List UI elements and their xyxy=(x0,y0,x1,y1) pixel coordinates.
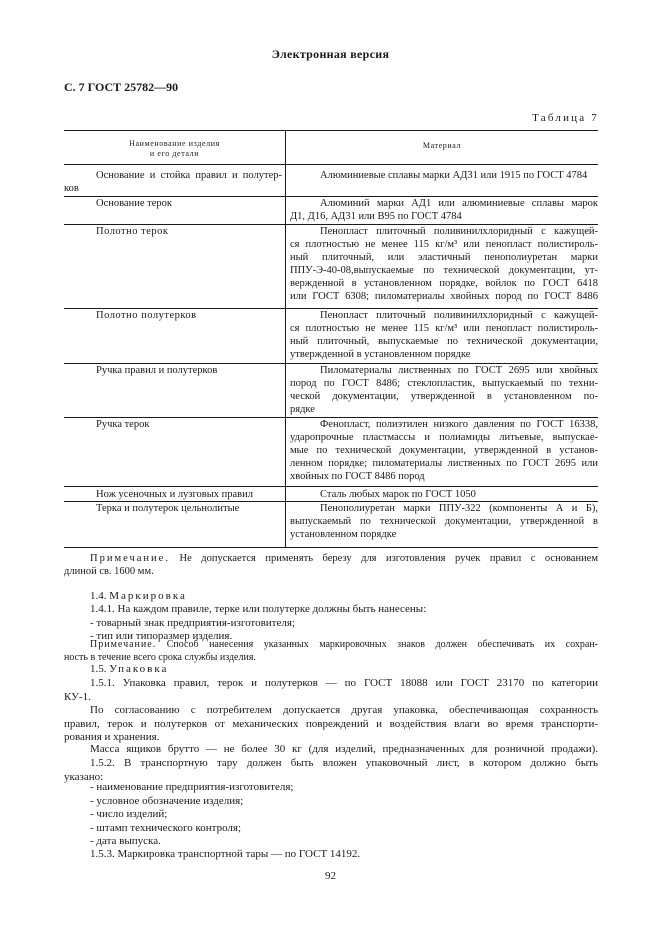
table-row-name: Основание и стойка правил и полутер- ков xyxy=(64,170,282,194)
table-row-material: Алюминиевые сплавы марки АД31 или 1915 по ГОСТ 4784 xyxy=(320,170,588,181)
table-row-name: Полотно терок xyxy=(96,226,169,237)
list-item: - товарный знак предприятия-изготовителя; xyxy=(90,617,295,629)
paragraph-1-5-2: 1.5.2. В транспортную тару должен быть вложен упаковочный лист, в котором должно быть указано: xyxy=(64,757,598,783)
section-1-4-title: 1.4. Маркировка xyxy=(90,590,187,602)
table-row-material: Фенопласт, полиэтилен низкого давления по ГОСТ 16338, ударопрочные пластмассы и полиамиды литьевые, выпускае- мые по технической документации, утвержденной в установ- ленном порядке; пиломатериалы лиственных по ГОСТ 2695 или хвойных по ГОСТ 8486 пород xyxy=(290,419,598,482)
table-top-rule xyxy=(64,130,598,131)
table-header-rule xyxy=(64,164,598,165)
table-row-name: Основание терок xyxy=(96,198,172,209)
table-row-material: Пенопласт плиточный поливинилхлоридный с кажущей- ся плотностью не менее 115 кг/м³ или пенопласт полистироль- ный плиточный, выпускаемые по технической документации, утвержденной в установленном порядке xyxy=(290,310,598,360)
column-header-name: Наименование изделия и его детали xyxy=(129,139,220,158)
table-row-name: Нож усеночных и лузговых правил xyxy=(96,489,253,500)
table-row-material: Алюминий марки АД1 или алюминиевые сплавы марок Д1, Д16, АД31 или В95 по ГОСТ 4784 xyxy=(290,198,598,222)
table-row-name: Ручка терок xyxy=(96,419,150,430)
row-rule xyxy=(64,486,598,487)
list-item: - условное обозначение изделия; xyxy=(90,794,244,807)
paragraph-mass: Масса ящиков брутто — не более 30 кг (для изделий, предназначенных для розничной продажи). xyxy=(90,743,598,755)
packing-list xyxy=(64,781,624,849)
marking-note: Примечание. Способ нанесения указанных маркировочных знаков должен обеспечивать их сохран- ность в течение всего срока службы изделия. xyxy=(64,639,598,663)
table-bottom-rule xyxy=(64,547,598,548)
table-row-name: Ручка правил и полутерков xyxy=(96,365,218,376)
paragraph-1-5-1: 1.5.1. Упаковка правил, терок и полутерков — по ГОСТ 18088 или ГОСТ 23170 по категории КУ-1. xyxy=(64,677,598,703)
table-note: Примечание. Не допускается применять березу для изготовления ручек правил с основанием длиной св. 1600 мм. xyxy=(64,553,598,577)
list-item: - наименование предприятия-изготовителя; xyxy=(90,781,294,793)
table-row-name: Терка и полутерок цельнолитые xyxy=(96,503,240,514)
table-column-divider xyxy=(285,130,286,547)
list-item: - тип или типоразмер изделия. xyxy=(90,630,233,642)
table-row-material: Пенополиуретан марки ППУ-322 (компоненты А и Б), выпускаемый по технической документации, утвержденной в установленном порядке xyxy=(290,503,598,540)
paragraph-1-4-1: 1.4.1. На каждом правиле, терке или полутерке должны быть нанесены: xyxy=(90,603,427,615)
table-label: Таблица 7 xyxy=(532,112,599,124)
paragraph-agreement: По согласованию с потребителем допускается другая упаковка, обеспечивающая сохранность правил, терок и полутерков от механических повреждений и воздействия влаги во время транспорти- рования и хранения. xyxy=(64,704,598,743)
page-header: Электронная версия xyxy=(271,47,390,61)
list-item: - дата выпуска. xyxy=(90,835,161,847)
column-header-material: Материал xyxy=(422,141,462,150)
paragraph-1-5-3: 1.5.3. Маркировка транспортной тары — по ГОСТ 14192. xyxy=(90,848,361,860)
table-row-name: Полотно полутерков xyxy=(96,310,197,321)
section-1-5-title: 1.5. Упаковка xyxy=(90,663,169,675)
table-row-material: Пенопласт плиточный поливинилхлоридный с кажущей- ся плотностью не менее 115 кг/м³ или пенопласт полистироль- ный плиточный, или эластичный пенополиуретан марки ППУ-Э-40-08,выпускаемые по технической документации, ут- вержденной в установленном порядке, войлок по ГОСТ 6418 или ГОСТ 6308; пиломатериалы хвойных пород по ГОСТ 8486 xyxy=(290,226,598,302)
table-row-material: Пиломатериалы лиственных по ГОСТ 2695 или хвойных пород по ГОСТ 8486; стеклопластик, выпускаемый по техни- ческой документации, утвержденной в установленном по- рядке xyxy=(290,365,598,415)
document-number: С. 7 ГОСТ 25782—90 xyxy=(64,80,179,94)
list-item: - число изделий; xyxy=(90,808,168,820)
list-item: - штамп технического контроля; xyxy=(90,821,242,834)
page-number: 92 xyxy=(325,870,336,882)
table-row-material: Сталь любых марок по ГОСТ 1050 xyxy=(320,489,476,500)
